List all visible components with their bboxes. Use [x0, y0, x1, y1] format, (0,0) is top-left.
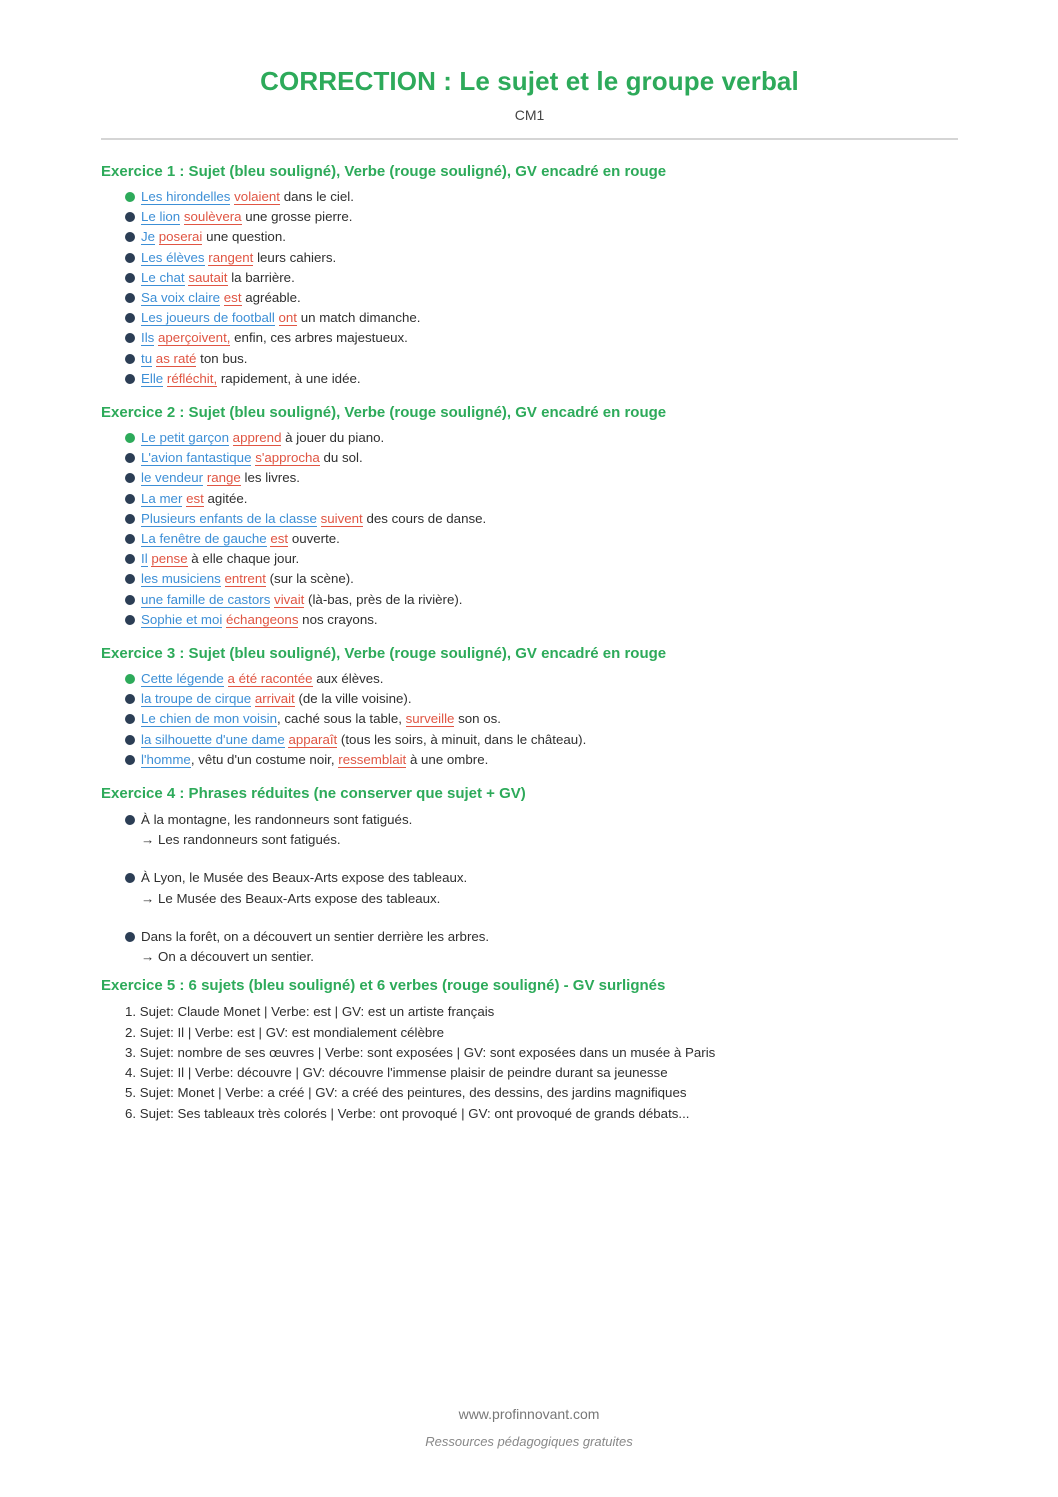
- subject: Je: [141, 229, 156, 245]
- bullet-icon: [125, 494, 135, 504]
- verb: est: [186, 490, 204, 506]
- subject: Le lion: [141, 209, 181, 225]
- verb: réfléchit,: [166, 370, 218, 386]
- verb: apparaît: [288, 731, 338, 747]
- sentence-middle: , caché sous la table,: [277, 711, 406, 727]
- list-item: [125, 610, 958, 630]
- sentence-rest: nos crayons.: [298, 611, 378, 627]
- list-item: 1. Sujet: Claude Monet | Verbe: est | GV: est un artiste français: [125, 1004, 495, 1020]
- subject: Les joueurs de football: [141, 310, 275, 326]
- verb: soulèvera: [183, 209, 242, 225]
- page-title: CORRECTION : Le sujet et le groupe verbal: [260, 66, 799, 96]
- list-item: [125, 468, 958, 488]
- original-sentence: Dans la forêt, on a découvert un sentier derrière les arbres.: [141, 928, 490, 944]
- sentence-middle: [224, 671, 228, 686]
- bullet-icon: [125, 674, 135, 684]
- list-item: [125, 248, 958, 268]
- bullet-icon: [125, 433, 135, 443]
- sentence-rest: ouverte.: [288, 531, 340, 547]
- document-page: [101, 0, 958, 1124]
- bullet-icon: [125, 514, 135, 524]
- bullet-icon: [125, 354, 135, 364]
- bullet-icon: [125, 473, 135, 483]
- verb: suivent: [320, 510, 363, 526]
- subject: l'homme: [141, 751, 191, 767]
- verb: pense: [151, 551, 188, 567]
- sentence-rest: (là-bas, près de la rivière).: [304, 591, 463, 607]
- sentence-rest: une grosse pierre.: [241, 209, 353, 225]
- subject: Le petit garçon: [141, 430, 229, 446]
- footer-tagline: Ressources pédagogiques gratuites: [425, 1434, 633, 1449]
- list-item: [125, 569, 958, 589]
- verb: a été racontée: [227, 671, 313, 687]
- subject: tu: [141, 350, 153, 366]
- subject: Sa voix claire: [141, 290, 221, 306]
- bullet-icon: [125, 554, 135, 564]
- sentence-rest: leurs cahiers.: [253, 249, 337, 265]
- subject: L'avion fantastique: [141, 450, 252, 466]
- sentence-rest: (tous les soirs, à minuit, dans le château).: [337, 731, 587, 747]
- verb: arrivait: [254, 691, 295, 707]
- bullet-icon: [125, 595, 135, 605]
- subject: le vendeur: [141, 470, 204, 486]
- sentence-rest: enfin, ces arbres majestueux.: [230, 330, 408, 346]
- list-item: [125, 709, 958, 729]
- list-item: 6. Sujet: Ses tableaux très colorés | Verbe: ont provoqué | GV: ont provoqué de grands débats...: [125, 1105, 690, 1121]
- sentence-rest: (sur la scène).: [265, 571, 354, 587]
- list-item: [125, 529, 958, 549]
- list-item: [125, 288, 958, 308]
- reduced-sentence: → Le Musée des Beaux-Arts expose des tableaux.: [141, 890, 441, 906]
- subject: la silhouette d'une dame: [141, 731, 285, 747]
- sentence-rest: ton bus.: [196, 350, 248, 366]
- bullet-icon: [125, 453, 135, 463]
- list-item: [125, 207, 958, 227]
- verb: est: [270, 531, 289, 547]
- list-item: [125, 927, 958, 967]
- bullet-icon: [125, 192, 135, 202]
- exercise-4-list: [101, 810, 958, 967]
- sentence-rest: dans le ciel.: [280, 189, 354, 204]
- bullet-icon: [125, 273, 135, 283]
- reduced-sentence: → Les randonneurs sont fatigués.: [141, 832, 341, 848]
- list-item: 2. Sujet: Il | Verbe: est | GV: est mondialement célèbre: [125, 1024, 445, 1040]
- list-item: [125, 689, 958, 709]
- exercise-1: [101, 162, 958, 389]
- exercise-4: [101, 784, 958, 967]
- verb: as raté: [155, 350, 197, 366]
- sentence-rest: des cours de danse.: [362, 510, 487, 526]
- exercise-2-title: Exercice 2 : Sujet (bleu souligné), Verbe (rouge souligné), GV encadré en rouge: [101, 404, 667, 422]
- list-item: [125, 349, 958, 369]
- exercise-5: [101, 976, 958, 1124]
- reduced-sentence: → On a découvert un sentier.: [141, 949, 314, 965]
- subject: Ils: [141, 330, 155, 346]
- subject: Les élèves: [141, 249, 205, 265]
- subject: une famille de castors: [141, 591, 271, 607]
- subject: Sophie et moi: [141, 611, 223, 627]
- exercise-1-title: Exercice 1 : Sujet (bleu souligné), Verbe (rouge souligné), GV encadré en rouge: [101, 163, 667, 180]
- verb: ont: [278, 310, 298, 326]
- list-item: [125, 227, 958, 247]
- sentence-rest: la barrière.: [227, 269, 295, 285]
- list-item: 4. Sujet: Il | Verbe: découvre | GV: découvre l'immense plaisir de peindre durant sa jeunesse: [125, 1065, 668, 1081]
- verb: est: [223, 290, 242, 306]
- title-divider: [101, 138, 958, 140]
- sentence-rest: les livres.: [240, 470, 300, 486]
- sentence-rest: agréable.: [241, 290, 301, 306]
- verb: vivait: [274, 591, 305, 607]
- list-item: [125, 810, 958, 850]
- sentence-rest: aux élèves.: [312, 671, 384, 687]
- original-sentence: À la montagne, les randonneurs sont fatigués.: [141, 812, 413, 828]
- bullet-icon: [125, 815, 135, 825]
- exercise-5-title: Exercice 5 : 6 sujets (bleu souligné) et 6 verbes (rouge souligné) - GV surlignés: [101, 977, 666, 995]
- verb: rangent: [208, 249, 254, 265]
- bullet-icon: [125, 714, 135, 724]
- exercise-3: [101, 644, 958, 770]
- subject: Il: [141, 551, 148, 567]
- sentence-rest: un match dimanche.: [297, 310, 421, 326]
- list-item: [125, 308, 958, 328]
- sentence-rest: une question.: [202, 229, 286, 245]
- bullet-icon: [125, 534, 135, 544]
- list-item: [125, 369, 958, 389]
- exercise-2-list: [101, 428, 958, 630]
- sentence-rest: son os.: [454, 711, 501, 727]
- list-item: [125, 868, 958, 908]
- list-item: [125, 268, 958, 288]
- bullet-icon: [125, 615, 135, 625]
- bullet-icon: [125, 932, 135, 942]
- subject: les musiciens: [141, 571, 221, 587]
- verb: poserai: [158, 229, 203, 245]
- sentence-middle: , vêtu d'un costume noir,: [190, 751, 339, 767]
- sentence-rest: à jouer du piano.: [281, 430, 385, 446]
- bullet-icon: [125, 293, 135, 303]
- footer-url[interactable]: www.profinnovant.com: [458, 1406, 600, 1422]
- subject: Le chat: [141, 269, 185, 285]
- list-item: [125, 509, 958, 529]
- bullet-icon: [125, 873, 135, 883]
- bullet-icon: [125, 253, 135, 263]
- exercise-5-list: [101, 1002, 958, 1124]
- exercise-3-title: Exercice 3 : Sujet (bleu souligné), Verbe (rouge souligné), GV encadré en rouge: [101, 645, 667, 663]
- list-item: 3. Sujet: nombre de ses œuvres | Verbe: sont exposées | GV: sont exposées dans un musée à Paris: [125, 1044, 716, 1060]
- subject: La fenêtre de gauche: [141, 531, 267, 547]
- list-item: [125, 669, 958, 689]
- bullet-icon: [125, 755, 135, 765]
- exercise-3-list: [101, 669, 958, 770]
- subject: Les hirondelles: [141, 189, 231, 204]
- sentence-rest: rapidement, à une idée.: [217, 370, 361, 386]
- verb: s'approcha: [255, 450, 320, 466]
- subject: La mer: [141, 490, 183, 506]
- list-item: 5. Sujet: Monet | Verbe: a créé | GV: a créé des peintures, des dessins, des jardins magnifiques: [125, 1085, 687, 1101]
- bullet-icon: [125, 333, 135, 343]
- subject: Plusieurs enfants de la classe: [141, 510, 317, 526]
- verb: sautait: [188, 269, 228, 285]
- subject: Elle: [141, 370, 164, 386]
- bullet-icon: [125, 374, 135, 384]
- bullet-icon: [125, 735, 135, 745]
- sentence-rest: du sol.: [319, 450, 363, 466]
- exercise-2: [101, 403, 958, 630]
- exercise-4-title: Exercice 4 : Phrases réduites (ne conserver que sujet + GV): [101, 785, 526, 803]
- list-item: [125, 549, 958, 569]
- bullet-icon: [125, 313, 135, 323]
- sentence-rest: agitée.: [203, 490, 248, 506]
- verb: entrent: [224, 571, 266, 587]
- list-item: [125, 489, 958, 509]
- list-item: [125, 187, 958, 207]
- list-item: [125, 448, 958, 468]
- subject: Cette légende: [141, 671, 224, 687]
- subject: Le chien de mon voisin: [141, 711, 278, 727]
- list-item: [125, 328, 958, 348]
- verb: range: [206, 470, 241, 486]
- original-sentence: À Lyon, le Musée des Beaux-Arts expose des tableaux.: [141, 870, 468, 886]
- sentence-rest: à une ombre.: [406, 751, 489, 767]
- verb: volaient: [234, 189, 280, 204]
- bullet-icon: [125, 212, 135, 222]
- verb: ressemblait: [338, 751, 407, 767]
- list-item: [125, 750, 958, 770]
- bullet-icon: [125, 232, 135, 242]
- verb: échangeons: [226, 611, 299, 627]
- verb: surveille: [405, 711, 455, 727]
- sentence-rest: à elle chaque jour.: [187, 551, 300, 567]
- page-subtitle: CM1: [514, 107, 545, 123]
- bullet-icon: [125, 694, 135, 704]
- exercise-1-list: [101, 187, 958, 389]
- sentence-rest: (de la ville voisine).: [294, 691, 412, 707]
- verb: aperçoivent,: [158, 330, 231, 346]
- list-item: [125, 428, 958, 448]
- list-item: [125, 590, 958, 610]
- list-item: [125, 730, 958, 750]
- subject: la troupe de cirque: [141, 691, 252, 707]
- bullet-icon: [125, 574, 135, 584]
- verb: apprend: [232, 430, 282, 446]
